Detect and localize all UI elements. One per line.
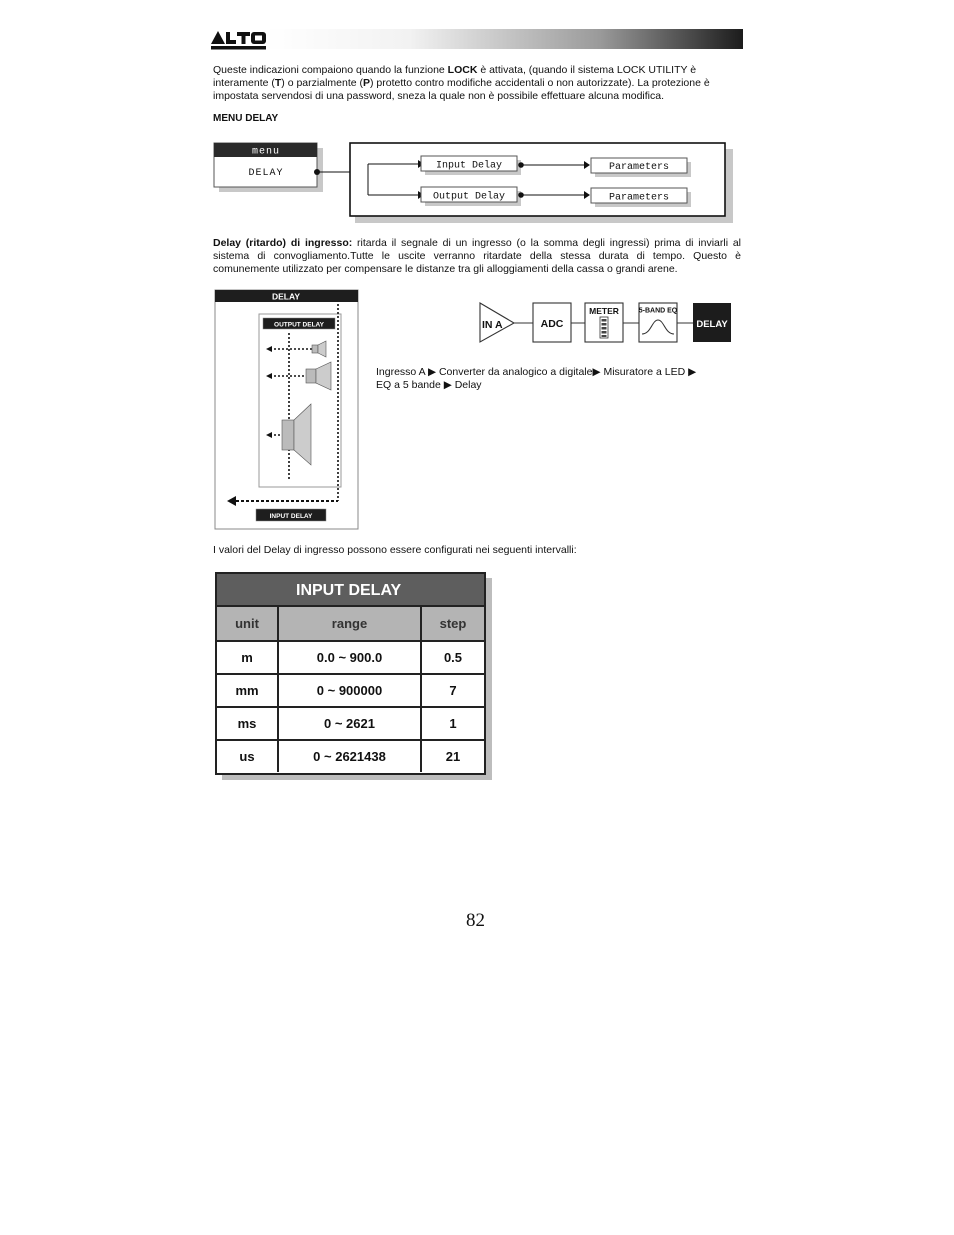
- page-number: 82: [466, 910, 485, 931]
- table-header-row: [217, 607, 484, 641]
- table-row: [217, 740, 484, 772]
- cell-unit: m: [217, 641, 278, 674]
- delay-figure: [214, 289, 360, 531]
- meter-label: METER: [589, 306, 619, 316]
- parameters-label-1: Parameters: [608, 162, 670, 173]
- table-row: [217, 674, 484, 707]
- output-delay-label: Output Delay: [432, 191, 506, 203]
- output-delay-tag: OUTPUT DELAY: [274, 321, 324, 329]
- table-body: [217, 607, 484, 772]
- table-row: [217, 707, 484, 740]
- delay-figure-title: DELAY: [271, 291, 301, 302]
- cell-range: 0 ~ 2621438: [278, 740, 421, 772]
- header-unit: unit: [217, 607, 278, 641]
- input-delay-tag: INPUT DELAY: [269, 513, 313, 520]
- cell-range: 0 ~ 900000: [278, 674, 421, 707]
- header-step: step: [421, 607, 484, 641]
- cell-step: 1: [421, 707, 484, 740]
- section-title: MENU DELAY: [213, 113, 279, 124]
- cell-unit: mm: [217, 674, 278, 707]
- intro-paragraph: Queste indicazioni compaiono quando la funzione LOCK è attivata, (quando il sistema LOCK UTILITY è interamente (T) o parzialmente (P) protetto contro modifiche accidentali o non autorizzate). La protezione è impostata servendosi di una password, sneza la quale non è possibile effettuare alcuna modifica.: [213, 64, 710, 102]
- table-row: [217, 641, 484, 674]
- cell-range: 0 ~ 2621: [278, 707, 421, 740]
- menu-item-delay: DELAY: [248, 168, 284, 179]
- cell-unit: ms: [217, 707, 278, 740]
- adc-label: ADC: [540, 318, 564, 330]
- signal-chain-diagram: [476, 298, 736, 348]
- header-range: range: [278, 607, 421, 641]
- cell-step: 0.5: [421, 641, 484, 674]
- menu-label: menu: [251, 146, 281, 158]
- delay-label: DELAY: [696, 319, 728, 330]
- delay-description: Delay (ritardo) di ingresso: ritarda il segnale di un ingresso (o la somma degli ingressi) prima di inviarli al sistema di convogliamento.Tutte le uscite verranno ritardate della stessa durata di tempo. Questo è comunemente utilizzato per compensare le distanze tra gli alloggiamenti della cassa o grandi arene.: [213, 237, 742, 275]
- table-title: INPUT DELAY: [217, 574, 484, 607]
- input-delay-table: [215, 572, 486, 775]
- ranges-intro: I valori del Delay di ingresso possono essere configurati nei seguenti intervalli:: [213, 544, 577, 556]
- cell-range: 0.0 ~ 900.0: [278, 641, 421, 674]
- menu-delay-diagram: [210, 138, 740, 228]
- cell-step: 21: [445, 749, 461, 764]
- cell-unit: us: [217, 740, 278, 772]
- cell-step: 7: [421, 674, 484, 707]
- input-delay-label: Input Delay: [435, 160, 503, 172]
- in-a-label: IN A: [482, 319, 503, 331]
- signal-chain-caption: Ingresso A ▶ Converter da analogico a digitale▶ Misuratore a LED ▶ EQ a 5 bande ▶ Delay: [376, 366, 697, 391]
- output-panel: [259, 314, 341, 487]
- parameters-label-2: Parameters: [608, 192, 670, 204]
- eq-label: 5-BAND EQ: [638, 307, 678, 315]
- alto-logo: [210, 28, 266, 50]
- header-gradient-bar: [266, 29, 743, 49]
